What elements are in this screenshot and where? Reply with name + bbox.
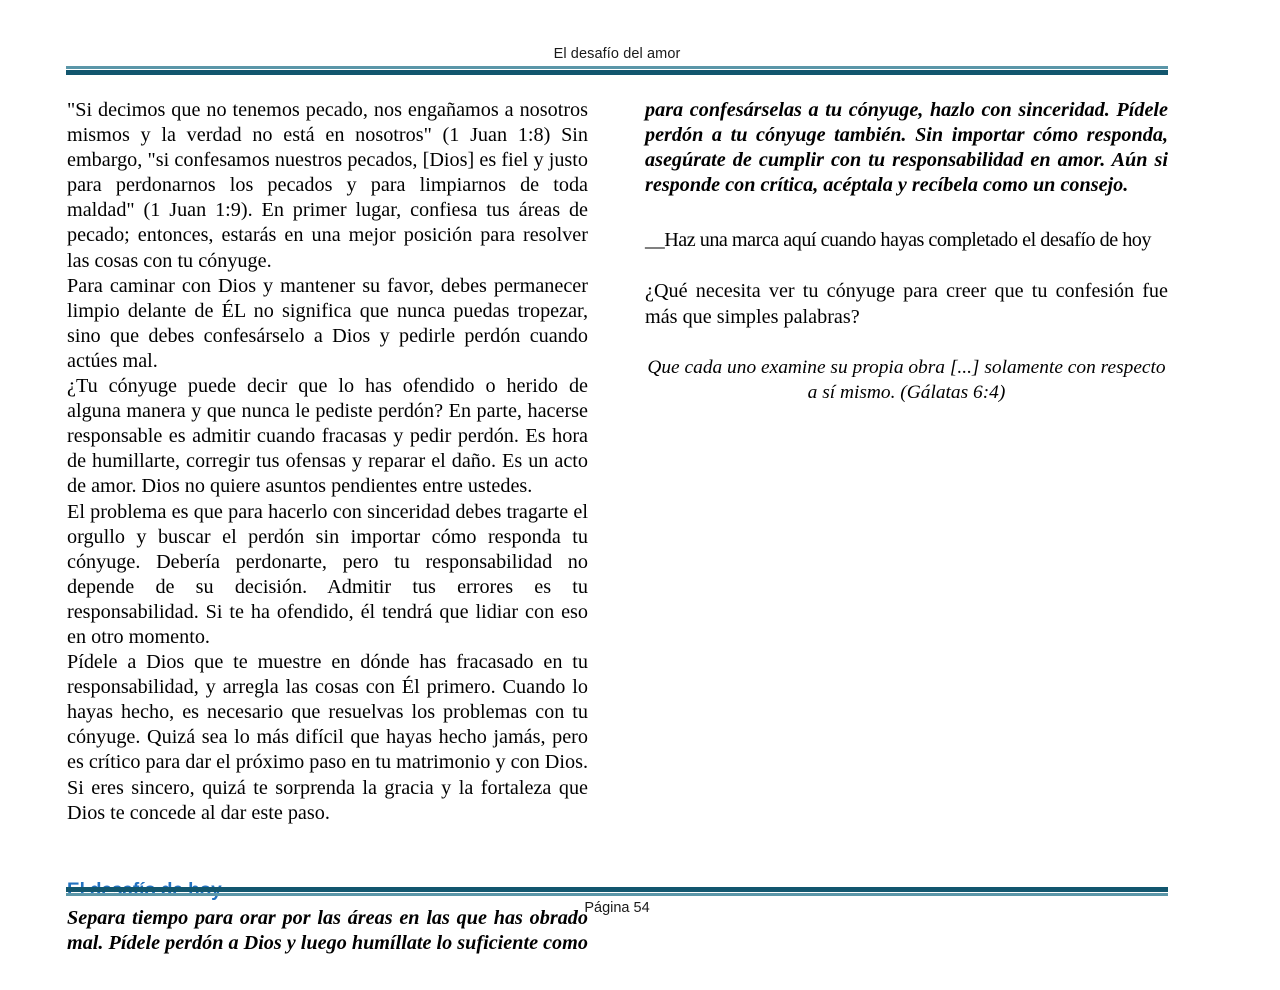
right-column-spacer-3 bbox=[645, 330, 1168, 355]
header-rule-light-line bbox=[66, 66, 1168, 69]
reflection-question: ¿Qué necesita ver tu cónyuge para creer que tu confesión fue más que simples palabras? bbox=[645, 280, 1168, 328]
header-rule-dark-line bbox=[66, 70, 1168, 75]
footer-rule-light-line bbox=[66, 893, 1168, 896]
right-column-spacer-2 bbox=[645, 253, 1168, 279]
challenge-text-part-2: para confesárselas a tu cónyuge, hazlo con sinceridad. Pídele perdón a tu cónyuge también. Sin importar cómo responda, asegúrate de cumplir con tu responsabilidad en amor. Aún si responde con crítica, acéptala y recíbela como un consejo. bbox=[645, 99, 1168, 197]
left-paragraph-1: "Si decimos que no tenemos pecado, nos engañamos a nosotros mismos y la verdad no está en nosotros" (1 Juan 1:8) Sin embargo, "si confesamos nuestros pecados, [Dios] es fiel y justo para perdonarnos los pecados y para limpiarnos de toda maldad" (1 Juan 1:9). En primer lugar, confiesa tus áreas de pecado; entonces, estarás en una mejor posición para resolver las cosas con tu cónyuge. bbox=[67, 99, 588, 272]
left-paragraph-4: El problema es que para hacerlo con sinceridad debes tragarte el orgullo y buscar el perdón sin importar cómo responda tu cónyuge. Debería perdonarte, pero tu responsabilidad no depende de su decisión. Admitir tus errores es tu responsabilidad. Si te ha ofendido, él tendrá que lidiar con eso en otro momento. bbox=[67, 500, 588, 648]
footer-divider-rule bbox=[66, 887, 1168, 897]
completion-checkbox-line[interactable]: __Haz una marca aquí cuando hayas completado el desafío de hoy bbox=[645, 229, 1151, 252]
scripture-quote: Que cada uno examine su propia obra [...] solamente con respecto a sí mismo. (Gálatas 6:4) bbox=[647, 356, 1166, 403]
page-number-label: Página 54 bbox=[584, 900, 650, 916]
page-header-title: El desafío del amor bbox=[553, 46, 681, 62]
left-column bbox=[67, 98, 588, 956]
left-paragraph-2: Para caminar con Dios y mantener su favor, debes permanecer limpio delante de ÉL no significa que nunca puedas tropezar, sino que debes confesárselo a Dios y pedirle perdón cuando actúes mal. bbox=[67, 274, 588, 372]
header-divider-rule bbox=[66, 66, 1168, 76]
right-column bbox=[645, 98, 1168, 405]
challenge-text-part-1: Separa tiempo para orar por las áreas en las que has obrado mal. Pídele perdón a Dios y luego humíllate lo suficiente como bbox=[67, 906, 588, 954]
left-paragraph-3: ¿Tu cónyuge puede decir que lo has ofendido o herido de alguna manera y que nunca le pediste perdón? En parte, hacerse responsable es admitir cuando fracasas y pedir perdón. Es hora de humillarte, corregir tus ofensas y reparar el daño. Es un acto de amor. Dios no quiere asuntos pendientes entre ustedes. bbox=[67, 375, 588, 498]
heading-spacer bbox=[67, 826, 588, 879]
right-column-spacer-1 bbox=[645, 198, 1168, 228]
left-paragraph-5: Pídele a Dios que te muestre en dónde has fracasado en tu responsabilidad, y arregla las cosas con Él primero. Cuando lo hayas hecho, es necesario que resuelvas los problemas con tu cónyuge. Quizá sea lo más difícil que hayas hecho jamás, pero es crítico para dar el próximo paso en tu matrimonio y con Dios. Si eres sincero, quizá te sorprenda la gracia y la fortaleza que Dios te concede al dar este paso. bbox=[67, 651, 588, 824]
footer-rule-dark-line bbox=[66, 887, 1168, 892]
